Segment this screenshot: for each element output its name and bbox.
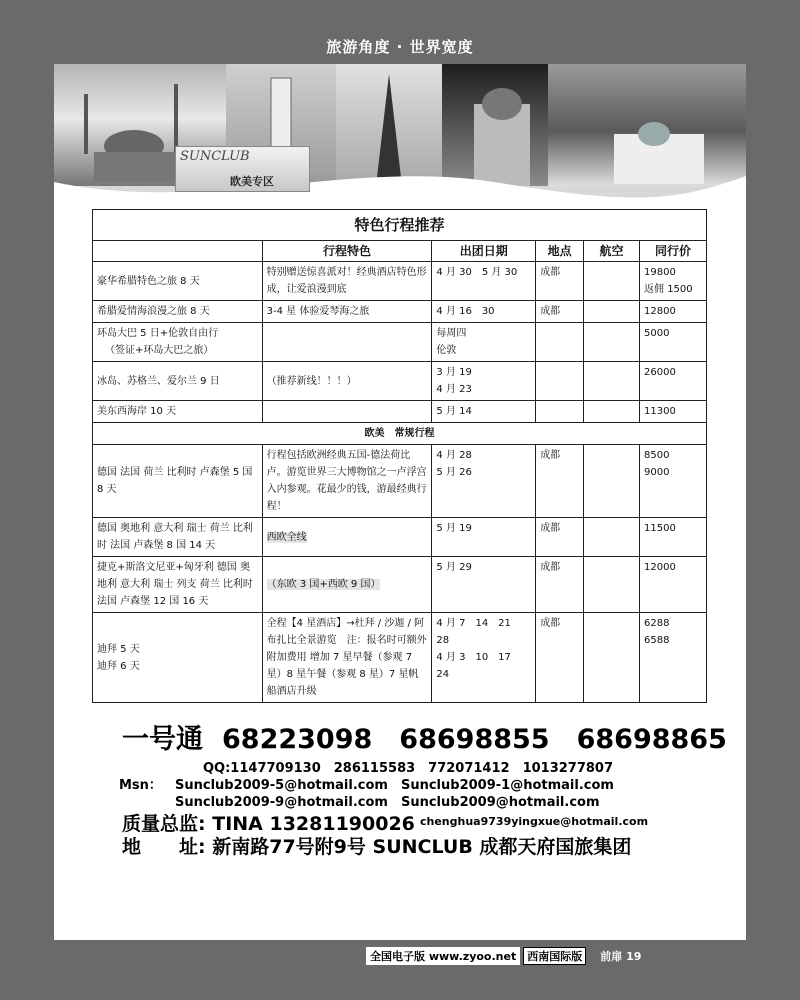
tour-price	[640, 262, 707, 301]
tour-date-line1: 4 月 7 14 21 28	[436, 618, 521, 646]
tour-feature: 特别赠送惊喜派对！经典酒店特色形成，让爱浪漫到底	[262, 262, 432, 301]
tour-date-line1: 每周四	[436, 328, 467, 339]
section-title: 欧美 常规行程	[93, 423, 707, 445]
tour-dates	[432, 445, 536, 518]
tour-name: 豪华希腊特色之旅 8 天	[93, 262, 263, 301]
tour-feature	[262, 557, 432, 613]
tour-price: 26000	[640, 362, 707, 401]
tour-place: 成都	[536, 301, 584, 323]
tour-place: 成都	[536, 613, 584, 703]
tour-airline	[584, 518, 640, 557]
address	[122, 832, 631, 859]
tour-date-line1: 3 月 19	[436, 367, 472, 378]
tour-airline	[584, 262, 640, 301]
page-header-title: 旅游角度 · 世界宽度	[326, 38, 474, 56]
price-value: 6288	[644, 618, 670, 629]
tour-name: 美东西海岸 10 天	[93, 401, 263, 423]
price-commission: 返佣 1500	[644, 284, 693, 295]
qc-label: 质量总监:	[122, 813, 206, 835]
tour-name-line1: 迪拜 5 天	[97, 643, 140, 655]
tour-price: 12000	[640, 557, 707, 613]
photo-banner	[54, 64, 746, 214]
tour-name: 捷克+斯洛文尼亚+匈牙利 德国 奥地利 意大利 瑞士 列支 荷兰 比利时 法国 卢森堡 12 国 16 天	[93, 557, 263, 613]
tour-dates: 5 月 19	[432, 518, 536, 557]
feature-highlight: 西欧全线	[266, 531, 307, 543]
tour-name	[93, 323, 263, 362]
hotline	[122, 717, 727, 756]
tour-feature: 行程包括欧洲经典五国-德法荷比卢。游览世界三大博物馆之一卢浮宫入内参观。花最少的钱，游最经典行程！	[262, 445, 432, 518]
tour-airline	[584, 362, 640, 401]
tour-price: 11300	[640, 401, 707, 423]
footer-badge: 西南国际版	[523, 947, 586, 965]
table-row	[93, 262, 707, 301]
tour-name: 德国 法国 荷兰 比利时 卢森堡 5 国 8 天	[93, 445, 263, 518]
tour-airline	[584, 301, 640, 323]
tour-feature: 3-4 星 体验爱琴海之旅	[262, 301, 432, 323]
price-value: 8500	[644, 450, 670, 461]
tour-name-line1: 环岛大巴 5 日+伦敦自由行	[97, 328, 219, 339]
tour-place	[536, 362, 584, 401]
tour-name: 希腊爱情海浪漫之旅 8 天	[93, 301, 263, 323]
table-row	[93, 557, 707, 613]
col-header: 同行价	[640, 241, 707, 262]
msn-emails-line2[interactable]: Sunclub2009-9@hotmail.com Sunclub2009@hotmail.com	[175, 795, 600, 810]
col-header: 地点	[536, 241, 584, 262]
tour-airline	[584, 323, 640, 362]
qc-email[interactable]: chenghua9739yingxue@hotmail.com	[420, 815, 649, 828]
tour-price	[640, 613, 707, 703]
tour-airline	[584, 613, 640, 703]
tour-dates	[432, 613, 536, 703]
qc-name-phone[interactable]: TINA 13281190026	[212, 813, 415, 835]
footer-edition[interactable]: 全国电子版 www.zyoo.net	[366, 947, 520, 965]
banner-silhouettes	[54, 64, 746, 214]
itinerary-table	[92, 209, 707, 703]
tour-dates: 5 月 29	[432, 557, 536, 613]
tour-date-line2: 伦敦	[436, 345, 457, 356]
page-footer	[366, 947, 641, 965]
tour-date-line2: 4 月 23	[436, 384, 472, 395]
tour-place	[536, 323, 584, 362]
table-row	[93, 323, 707, 362]
tour-airline	[584, 557, 640, 613]
tour-price: 12800	[640, 301, 707, 323]
table-title: 特色行程推荐	[93, 210, 707, 241]
tour-feature	[262, 518, 432, 557]
tour-feature	[262, 323, 432, 362]
msn-label: Msn：	[119, 778, 162, 793]
msn-emails-line1[interactable]: Sunclub2009-5@hotmail.com Sunclub2009-1@hotmail.com	[175, 778, 614, 793]
tour-name: 冰岛、苏格兰、爱尔兰 9 日	[93, 362, 263, 401]
feature-highlight: （东欧 3 国+西欧 9 国）	[266, 579, 381, 590]
col-header: 行程特色	[262, 241, 432, 262]
tour-place: 成都	[536, 518, 584, 557]
tour-feature: 全程【4 星酒店】→杜拜 / 沙迦 / 阿布扎比全景游览 注：报名时可额外附加费用 增加 7 星早餐（参观 7 星）8 星午餐（参观 8 星）7 星帆船酒店升级	[262, 613, 432, 703]
tour-date-line2: 4 月 3 10 17 24	[436, 652, 521, 680]
hotline-numbers[interactable]: 68223098 68698855 68698865	[222, 724, 727, 755]
tour-price: 5000	[640, 323, 707, 362]
tour-name	[93, 613, 263, 703]
tour-price: 11500	[640, 518, 707, 557]
tour-dates: 4 月 16 30	[432, 301, 536, 323]
zone-label: 欧美专区	[230, 175, 274, 188]
tour-dates	[432, 362, 536, 401]
tour-place: 成都	[536, 445, 584, 518]
table-row	[93, 445, 707, 518]
tour-airline	[584, 445, 640, 518]
table-row	[93, 518, 707, 557]
price-value-alt: 6588	[644, 635, 670, 646]
tour-place: 成都	[536, 262, 584, 301]
price-value: 19800	[644, 267, 676, 278]
table-row	[93, 301, 707, 323]
footer-page-label: 前扉	[600, 950, 623, 963]
tour-airline	[584, 401, 640, 423]
tour-name-line2: （签证+环岛大巴之旅）	[105, 345, 214, 356]
logo-wordmark: SUNCLUB	[180, 149, 250, 164]
tour-dates: 4 月 30 5 月 30	[432, 262, 536, 301]
col-header: 航空	[584, 241, 640, 262]
tour-date-line1: 4 月 28	[436, 450, 472, 461]
tour-name: 德国 奥地利 意大利 瑞士 荷兰 比利时 法国 卢森堡 8 国 14 天	[93, 518, 263, 557]
table-row	[93, 613, 707, 703]
table-header-row	[93, 241, 707, 262]
tour-place: 成都	[536, 557, 584, 613]
zone-logo	[175, 146, 310, 192]
tour-price	[640, 445, 707, 518]
price-value-alt: 9000	[644, 467, 670, 478]
tour-date-line2: 5 月 26	[436, 467, 472, 478]
tour-feature	[262, 401, 432, 423]
tour-dates: 5 月 14	[432, 401, 536, 423]
tour-name-line2: 迪拜 6 天	[97, 660, 140, 672]
hotline-label: 一号通	[122, 724, 203, 755]
col-header: 出团日期	[432, 241, 536, 262]
tour-dates	[432, 323, 536, 362]
qq-numbers: QQ:1147709130 286115583 772071412 1013277807	[203, 761, 614, 776]
tour-place	[536, 401, 584, 423]
address-label: 地 址:	[122, 836, 206, 858]
footer-page-number: 19	[626, 950, 642, 963]
table-row	[93, 401, 707, 423]
address-value: 新南路77号附9号 SUNCLUB 成都天府国旅集团	[212, 836, 632, 858]
table-row	[93, 362, 707, 401]
tour-feature: （推荐新线！！！）	[262, 362, 432, 401]
